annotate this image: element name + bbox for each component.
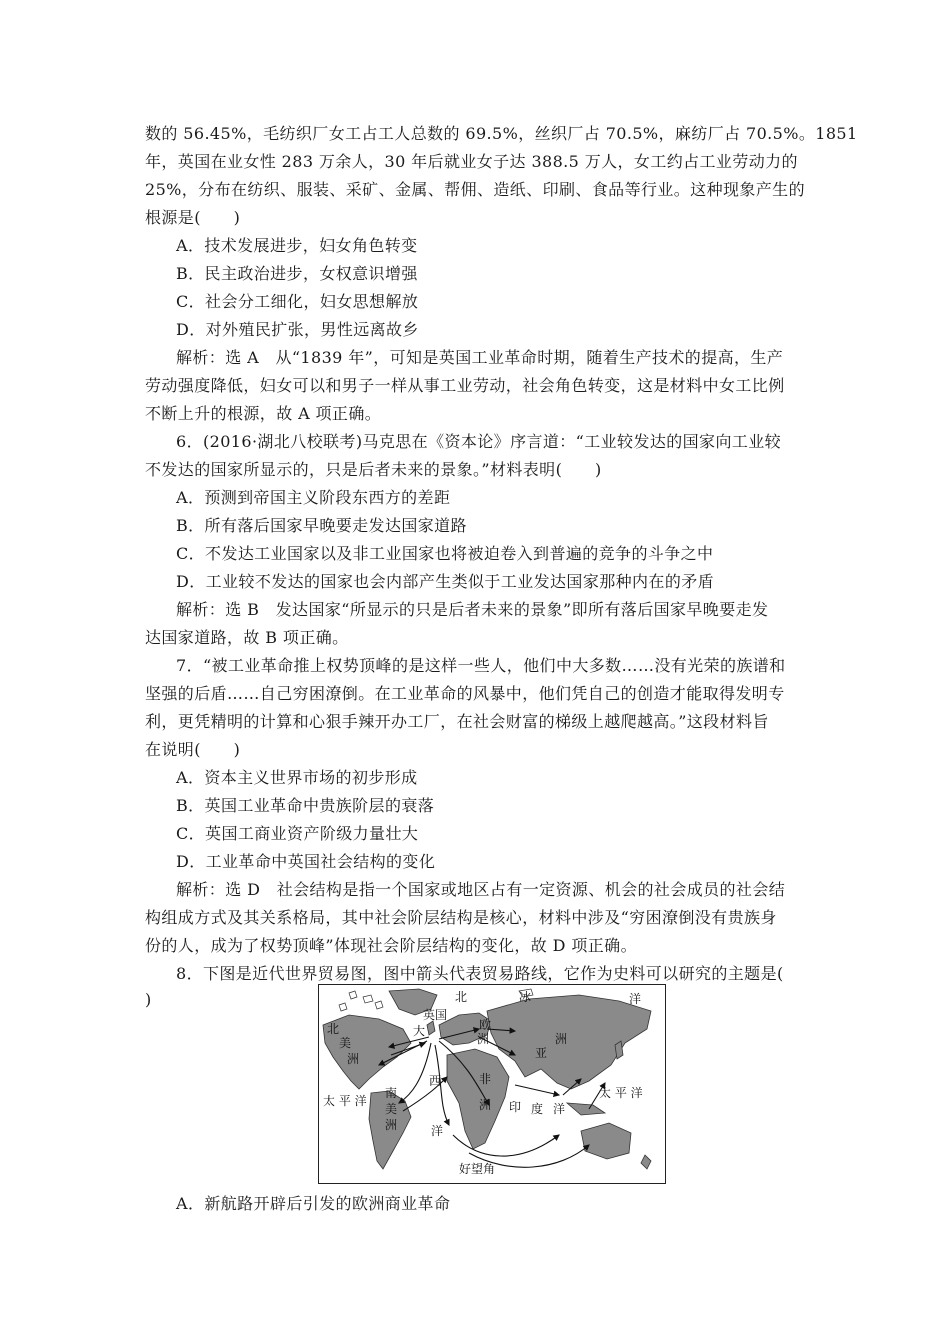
- question-7: 7．“被工业革命推上权势顶峰的是这样一些人，他们中大多数……没有光荣的族谱和: [176, 656, 786, 675]
- label-north-america: 美: [339, 1036, 352, 1050]
- text-line: 根源是( ): [145, 208, 241, 227]
- new-zealand-shape: [641, 1155, 651, 1169]
- analysis-line: 达国家道路，故 B 项正确。: [145, 628, 349, 647]
- label-atlantic: 大: [413, 1024, 426, 1038]
- label-indian-ocean: 洋: [553, 1102, 566, 1116]
- label-atlantic: 西: [429, 1074, 442, 1088]
- label-europe: 洲: [477, 1032, 490, 1046]
- analysis-line: 份的人，成为了权势顶峰”体现社会阶层结构的变化，故 D 项正确。: [145, 936, 637, 955]
- analysis-line: 劳动强度降低，妇女可以和男子一样从事工业劳动，社会角色转变，这是材料中女工比例: [145, 376, 785, 395]
- text-line: 利，更凭精明的计算和心狠手辣开办工厂，在社会财富的梯级上越爬越高。”这段材料旨: [145, 712, 769, 731]
- label-arctic: 冰: [519, 990, 532, 1004]
- option-b: B．英国工业革命中贵族阶层的衰落: [176, 796, 435, 815]
- analysis-line: 不断上升的根源，故 A 项正确。: [145, 404, 382, 423]
- option-c: C．英国工商业资产阶级力量壮大: [176, 824, 419, 843]
- option-d: D．工业较不发达的国家也会内部产生类似于工业发达国家那种内在的矛盾: [176, 572, 715, 591]
- option-b: B．民主政治进步，女权意识增强: [176, 264, 418, 283]
- option-d: D．对外殖民扩张，男性远离故乡: [176, 320, 419, 339]
- label-asia: 洲: [555, 1032, 568, 1046]
- option-a: A．技术发展进步，妇女角色转变: [176, 236, 418, 255]
- asia-shape: [487, 995, 651, 1089]
- text-line: 25%，分布在纺织、服装、采矿、金属、帮佣、造纸、印刷、食品等行业。这种现象产生的: [145, 180, 805, 199]
- label-pacific-east: 太 平 洋: [599, 1086, 643, 1100]
- label-africa: 非: [479, 1072, 492, 1086]
- option-a: A．资本主义世界市场的初步形成: [176, 768, 418, 787]
- analysis-line: 构组成方式及其关系格局，其中社会阶层结构是核心，材料中涉及“穷困潦倒没有贵族身: [145, 908, 777, 927]
- analysis-line: 解析：选 B 发达国家“所显示的只是后者未来的景象”即所有落后国家早晚要走发: [176, 600, 769, 619]
- question-6: 6．(2016·湖北八校联考)马克思在《资本论》序言道：“工业较发达的国家向工业较: [176, 432, 782, 451]
- label-arctic: 洋: [629, 992, 642, 1006]
- label-north-america: 北: [327, 1022, 340, 1036]
- africa-shape: [447, 1049, 509, 1149]
- option-a: A．预测到帝国主义阶段东西方的差距: [176, 488, 451, 507]
- indonesia-shape: [567, 1103, 605, 1115]
- text-line: 坚强的后盾……自己穷困潦倒。在工业革命的风暴中，他们凭自己的创造才能取得发明专: [145, 684, 785, 703]
- label-south-america: 美: [385, 1102, 398, 1116]
- label-cape-of-good-hope: 好望角: [459, 1162, 496, 1176]
- label-indian-ocean: 印: [509, 1100, 522, 1114]
- option-c: C．不发达工业国家以及非工业国家也将被迫卷入到普遍的竞争的斗争之中: [176, 544, 714, 563]
- label-europe: 欧: [479, 1018, 492, 1032]
- label-asia: 亚: [535, 1046, 548, 1060]
- label-arctic: 北: [455, 990, 468, 1004]
- option-c: C．社会分工细化，妇女思想解放: [176, 292, 419, 311]
- label-south-america: 南: [385, 1086, 398, 1100]
- text-line: 年，英国在业女性 283 万余人，30 年后就业女子达 388.5 万人，女工约占工业劳动力的: [145, 152, 798, 171]
- label-atlantic: 洋: [431, 1124, 444, 1138]
- label-pacific-west: 太 平 洋: [323, 1094, 367, 1108]
- australia-shape: [581, 1123, 631, 1159]
- route-arrow: [515, 1085, 559, 1095]
- option-b: B．所有落后国家早晚要走发达国家道路: [176, 516, 467, 535]
- label-africa: 洲: [479, 1098, 492, 1112]
- label-south-america: 洲: [385, 1118, 398, 1132]
- option-a: A．新航路开辟后引发的欧洲商业革命: [176, 1194, 451, 1213]
- label-north-america: 洲: [347, 1052, 360, 1066]
- text-line: ): [145, 990, 152, 1009]
- label-britain: 英国: [423, 1008, 448, 1022]
- text-line: 数的 56.45%，毛纺织厂女工占工人总数的 69.5%，丝织厂占 70.5%，麻纺厂占 70.5%。1851: [145, 124, 858, 143]
- text-line: 在说明( ): [145, 740, 241, 759]
- world-trade-map: [318, 984, 666, 1184]
- text-line: 不发达的国家所显示的，只是后者未来的景象。”材料表明( ): [145, 460, 602, 479]
- option-d: D．工业革命中英国社会结构的变化: [176, 852, 436, 871]
- analysis-line: 解析：选 D 社会结构是指一个国家或地区占有一定资源、机会的社会成员的社会结: [176, 880, 786, 899]
- analysis-line: 解析：选 A 从“1839 年”，可知是英国工业革命时期，随着生产技术的提高，生产: [176, 348, 784, 367]
- question-8: 8．下图是近代世界贸易图，图中箭头代表贸易路线，它作为史料可以研究的主题是(: [176, 964, 784, 983]
- label-indian-ocean: 度: [531, 1102, 544, 1116]
- britain-shape: [427, 1021, 435, 1035]
